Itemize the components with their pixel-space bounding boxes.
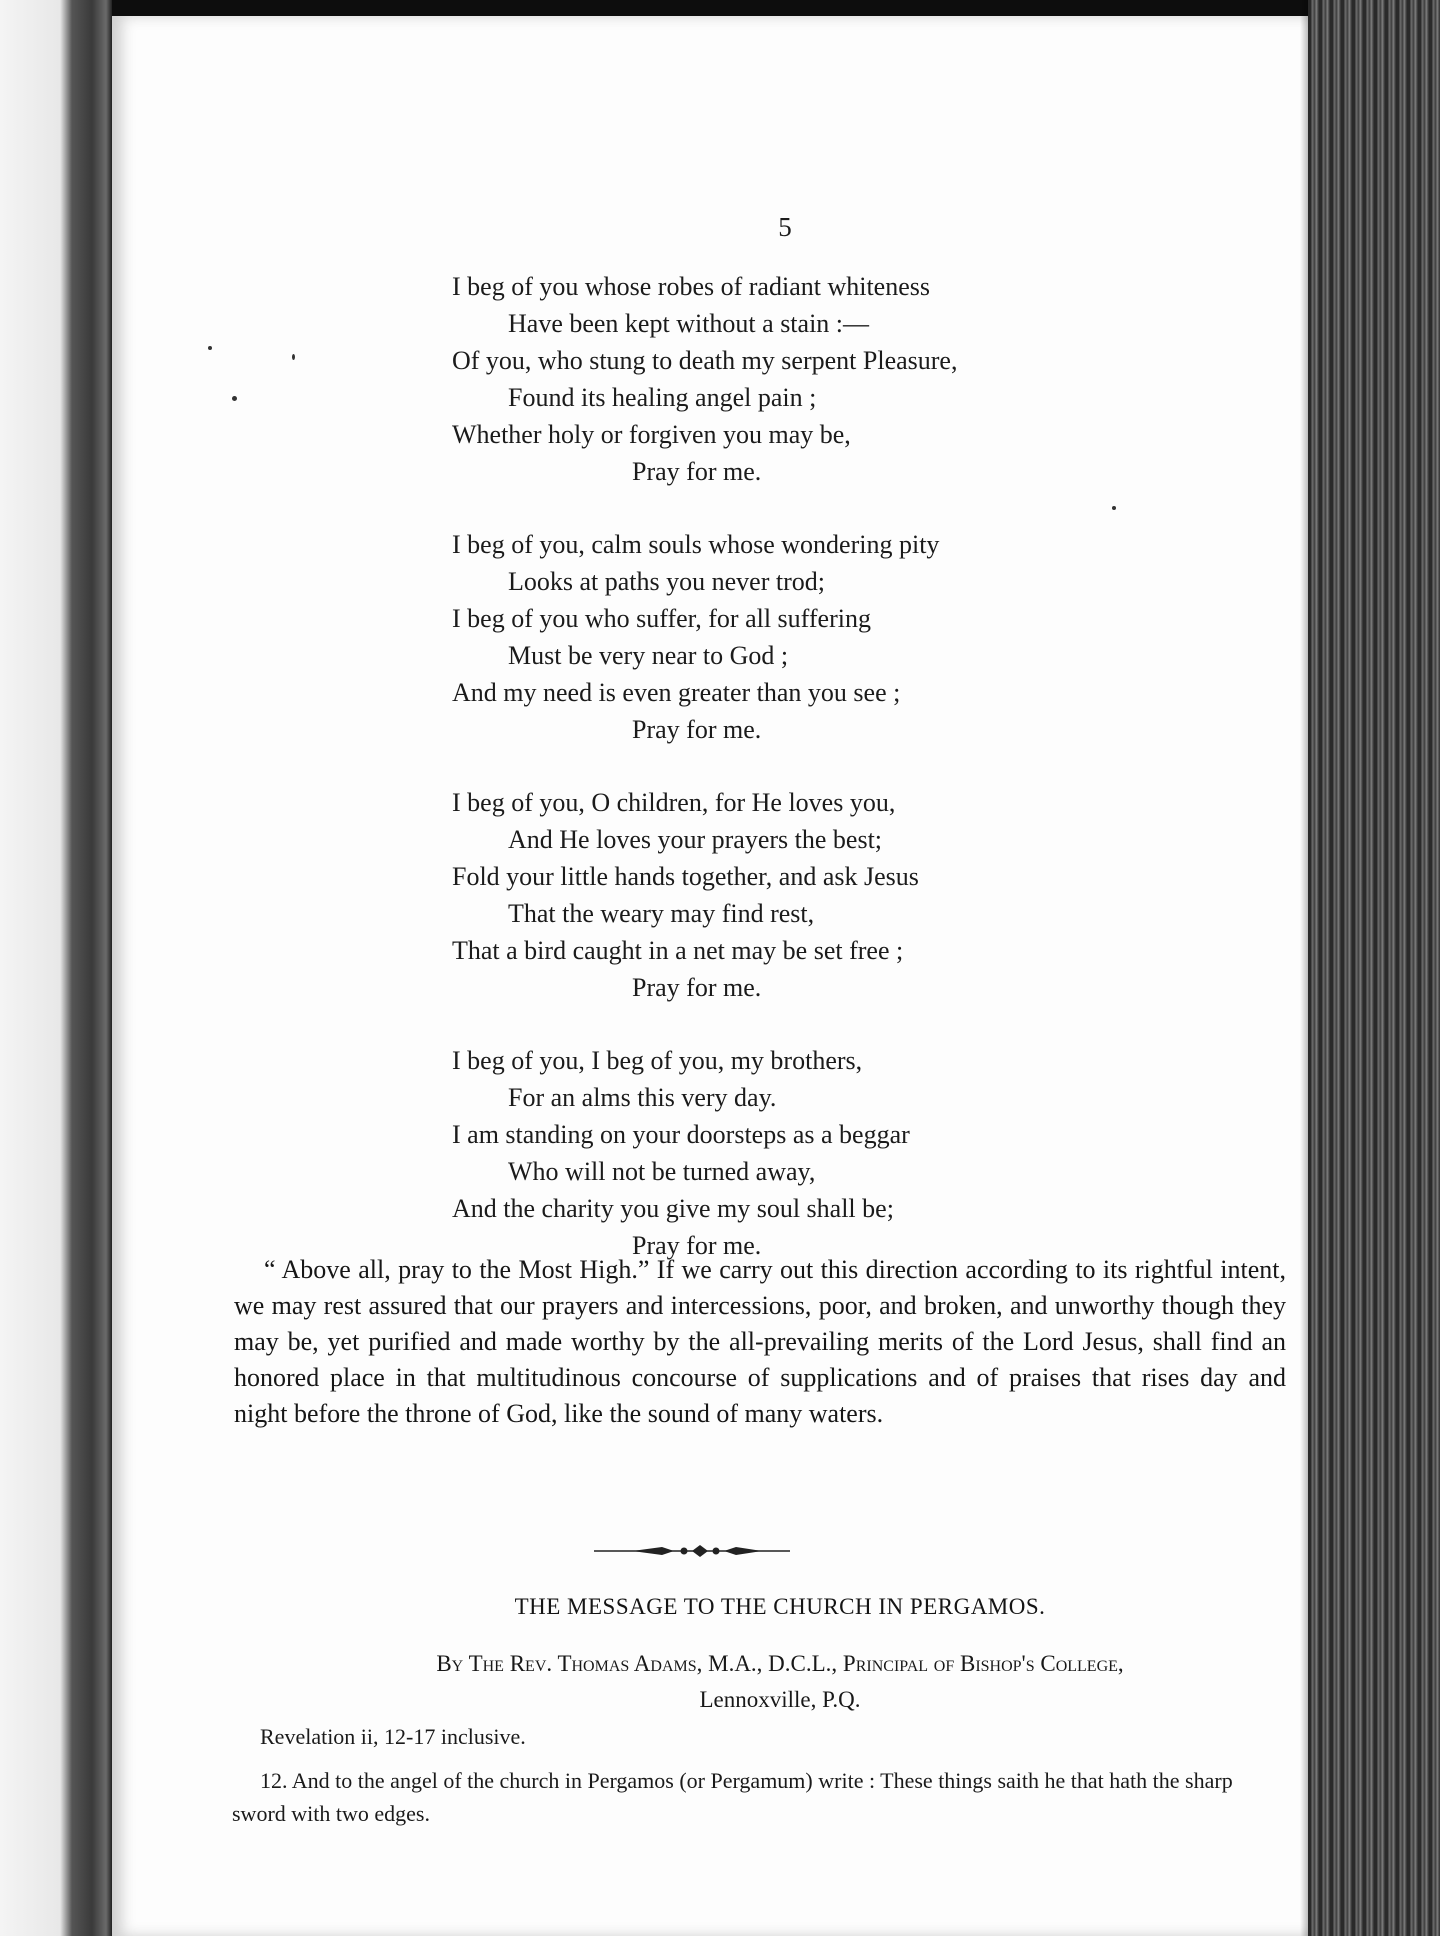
poem-line: I beg of you who suffer, for all suffering xyxy=(452,604,871,633)
poem-line: I beg of you whose robes of radiant whiteness xyxy=(452,272,930,301)
poem-line: I beg of you, calm souls whose wondering pity xyxy=(452,530,940,559)
poem-line: That a bird caught in a net may be set free ; xyxy=(452,936,904,965)
prose-text: “ Above all, pray to the Most High.” If we carry out this direction according to its rightful intent, we may rest assured that our prayers and intercessions, poor, and broken, and unworthy though they may be, yet purified and made worthy by the all-prevailing merits of the Lord Jesus, shall find an honored place in that multitudinous concourse of supplications and of praises that rises day and night before the throne of God, like the sound of many waters. xyxy=(234,1255,1286,1428)
poem-refrain: Pray for me. xyxy=(632,1231,762,1260)
poem-line: Have been kept without a stain :— xyxy=(508,309,870,338)
print-speck xyxy=(232,396,237,401)
poem-line: Who will not be turned away, xyxy=(508,1157,816,1186)
poem-line: Of you, who stung to death my serpent Pleasure, xyxy=(452,346,958,375)
byline-line-1: By The Rev. Thomas Adams, M.A., D.C.L., Principal of Bishop's College, xyxy=(436,1651,1124,1676)
poem-stanza xyxy=(452,1042,1272,1264)
print-speck xyxy=(1112,506,1116,510)
poem-line: That the weary may find rest, xyxy=(508,899,815,928)
poem-line: I beg of you, O children, for He loves you, xyxy=(452,788,896,817)
poem-line: Whether holy or forgiven you may be, xyxy=(452,420,851,449)
poem-line: I beg of you, I beg of you, my brothers, xyxy=(452,1046,863,1075)
byline-line-2: Lennoxville, P.Q. xyxy=(699,1687,861,1712)
poem-line: Looks at paths you never trod; xyxy=(508,567,825,596)
poem-line: Found its healing angel pain ; xyxy=(508,383,817,412)
article-title: THE MESSAGE TO THE CHURCH IN PERGAMOS. xyxy=(514,1594,1046,1619)
verse-text: And to the angel of the church in Pergamos (or Pergamum) write : These things saith he that hath the sharp sword with two edges. xyxy=(232,1768,1233,1826)
poem-refrain: Pray for me. xyxy=(632,457,762,486)
poem-stanza xyxy=(452,526,1272,748)
print-speck xyxy=(292,354,295,360)
book-page xyxy=(112,16,1308,1936)
article-byline xyxy=(280,1646,1280,1718)
poem-stanza xyxy=(452,784,1272,1006)
page-number: 5 xyxy=(778,212,792,242)
prose-paragraph xyxy=(234,1252,1286,1432)
poem-line: And the charity you give my soul shall be; xyxy=(452,1194,894,1223)
ornament-divider xyxy=(592,1538,792,1564)
poem-line: Must be very near to God ; xyxy=(508,641,789,670)
poem-stanza xyxy=(452,268,1272,490)
scripture-verse xyxy=(232,1764,1282,1830)
poem-line: Fold your little hands together, and ask Jesus xyxy=(452,862,919,891)
scripture-reference: Revelation ii, 12-17 inclusive. xyxy=(260,1724,526,1749)
poem-line: And my need is even greater than you see ; xyxy=(452,678,901,707)
poem-refrain: Pray for me. xyxy=(632,715,762,744)
poem-line: I am standing on your doorsteps as a beggar xyxy=(452,1120,910,1149)
poem-line: For an alms this very day. xyxy=(508,1083,777,1112)
poem-line: And He loves your prayers the best; xyxy=(508,825,883,854)
print-speck xyxy=(208,346,212,350)
verse-number: 12. xyxy=(260,1768,288,1793)
book-page-edges xyxy=(1308,0,1440,1936)
poem-refrain: Pray for me. xyxy=(632,973,762,1002)
poem xyxy=(452,268,1272,1300)
left-page-binding xyxy=(0,0,112,1936)
